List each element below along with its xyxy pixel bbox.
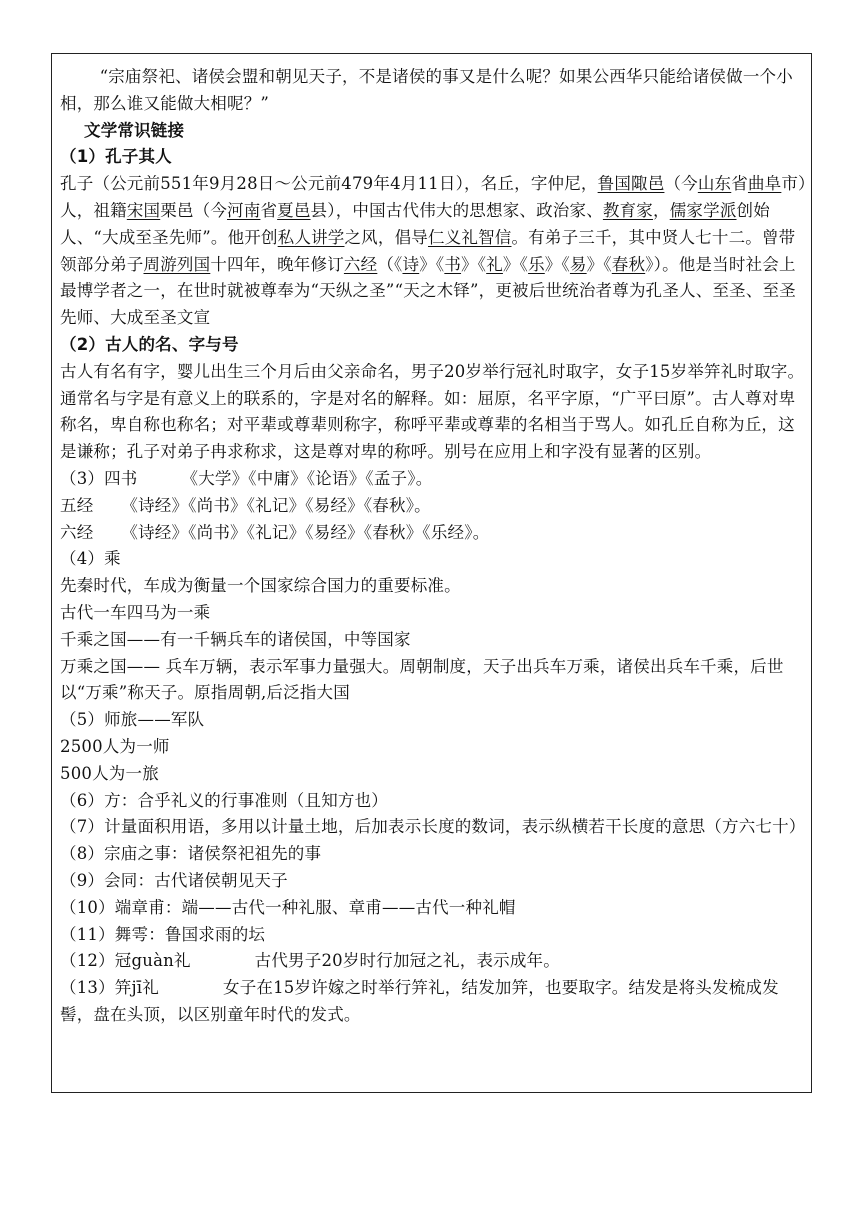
sishu-label: （3）四书 [60, 468, 138, 488]
item-9: （9）会同：古代诸侯朝见天子 [60, 870, 288, 890]
underlined-term: 易 [569, 254, 587, 274]
underlined-term: 诗 [402, 254, 420, 274]
s5-heading: （5）师旅——军队 [60, 710, 205, 730]
item-10: （10）端章甫：端——古代一种礼服、章甫——古代一种礼帽 [60, 897, 516, 917]
item-6: （6）方：合乎礼义的行事准则（且知方也） [60, 790, 388, 810]
sishu-line [60, 466, 808, 493]
item-8: （8）宗庙之事：诸侯祭祀祖先的事 [60, 844, 322, 864]
liujing-list: 《诗经》《尚书》《礼记》《易经》《春秋》《乐经》。 [121, 522, 490, 542]
wujing-line [60, 493, 808, 520]
wujing-label: 五经 [60, 495, 94, 515]
underlined-term: 曲阜 [747, 174, 782, 194]
underlined-term: 宋国 [126, 200, 161, 220]
item-12-body: 古代男子20岁时行加冠之礼，表示成年。 [254, 951, 560, 971]
s1-heading: （1）孔子其人 [60, 147, 172, 167]
wujing-list: 《诗经》《尚书》《礼记》《易经》《春秋》。 [121, 495, 431, 515]
section-title: 文学常识链接 [84, 120, 185, 140]
item-12-label: （12）冠guàn礼 [60, 951, 191, 971]
item-12 [60, 948, 808, 975]
underlined-term: 六经 [343, 254, 378, 274]
s2-heading: （2）古人的名、字与号 [60, 334, 239, 354]
underlined-term: 夏邑 [277, 200, 311, 220]
s5-line: 2500人为一师 [60, 736, 170, 756]
notes-content [60, 64, 808, 1029]
underlined-term: 书 [444, 254, 462, 274]
underlined-term: 礼 [486, 254, 503, 274]
underlined-term: 春秋 [611, 254, 646, 274]
underlined-term: 私人讲学 [277, 227, 345, 247]
item-13-body: 女子在15岁许嫁之时举行笄礼，结发加笄，也要取字。结发是将头发梳成发髻，盘在头顶，以区别童年时代的发式。 [60, 978, 779, 1024]
item-13-label: （13）笄jī礼 [60, 978, 159, 998]
item-7: （7）计量面积用语，多用以计量土地，后加表示长度的数词，表示纵横若干长度的意思（方六七十） [60, 817, 806, 837]
s2-paragraph: 古人有名有字，婴儿出生三个月后由父亲命名，男子20岁举行冠礼时取字，女子15岁举笄礼时取字。通常名与字是有意义上的联系的，字是对名的解释。如：屈原，名平字原，“广平曰原”。古人尊对卑称名，卑自称也称名；对平辈或尊辈则称字，称呼平辈或尊辈的名相当于骂人。如孔丘自称为丘，这是谦称；孔子对弟子冉求称求，这是尊对卑的称呼。别号在应用上和字没有显著的区别。 [60, 361, 805, 462]
underlined-term: 山东 [697, 174, 732, 194]
item-13 [60, 975, 808, 1029]
liujing-line [60, 520, 808, 547]
underlined-term: 儒家学派 [669, 200, 737, 220]
sishu-list: 《大学》《中庸》《论语》《孟子》。 [181, 468, 433, 488]
underlined-term: 乐 [528, 254, 545, 274]
s4-line: 千乘之国——有一千辆兵车的诸侯国，中等国家 [60, 629, 411, 649]
s4-line: 先秦时代，车成为衡量一个国家综合国力的重要标准。 [60, 576, 461, 596]
liujing-label: 六经 [60, 522, 94, 542]
s1-paragraph: 孔子（公元前551年9月28日～公元前479年4月11日），名丘，字仲尼，鲁国陬邑（今山东省曲阜市）人，祖籍宋国栗邑（今河南省夏邑县），中国古代伟大的思想家、政治家、教育家，儒家学派创始人、“大成至圣先师”。他开创私人讲学之风，倡导仁义礼智信。有弟子三千，其中贤人七十二。曾带领部分弟子周游列国十四年，晚年修订六经（《诗》《书》《礼》《乐》《易》《春秋》）。他是当时社会上最博学者之一，在世时就被尊奉为“天纵之圣”“天之木铎”，更被后世统治者尊为孔圣人、至圣、至圣先师、大成至圣文宣 [60, 174, 807, 328]
underlined-term: 鲁国陬邑 [597, 174, 665, 194]
underlined-term: 河南 [227, 200, 261, 220]
item-11: （11）舞雩：鲁国求雨的坛 [60, 924, 266, 944]
s5-line: 500人为一旅 [60, 763, 159, 783]
quote-paragraph: “宗庙祭祀、诸侯会盟和朝见天子，不是诸侯的事又是什么呢？如果公西华只能给诸侯做一个小相，那么谁又能做大相呢？” [60, 67, 793, 113]
underlined-term: 教育家 [602, 200, 654, 220]
underlined-term: 仁义礼智信 [427, 227, 512, 247]
s4-line: 万乘之国—— 兵车万辆，表示军事力量强大。周朝制度，天子出兵车万乘，诸侯出兵车千乘，后世以“万乘”称天子。原指周朝,后泛指大国 [60, 656, 784, 703]
underlined-term: 周游列国 [143, 254, 211, 274]
s4-heading: （4）乘 [60, 549, 121, 569]
notes-table-cell [51, 53, 812, 1093]
s4-line: 古代一车四马为一乘 [60, 602, 211, 622]
